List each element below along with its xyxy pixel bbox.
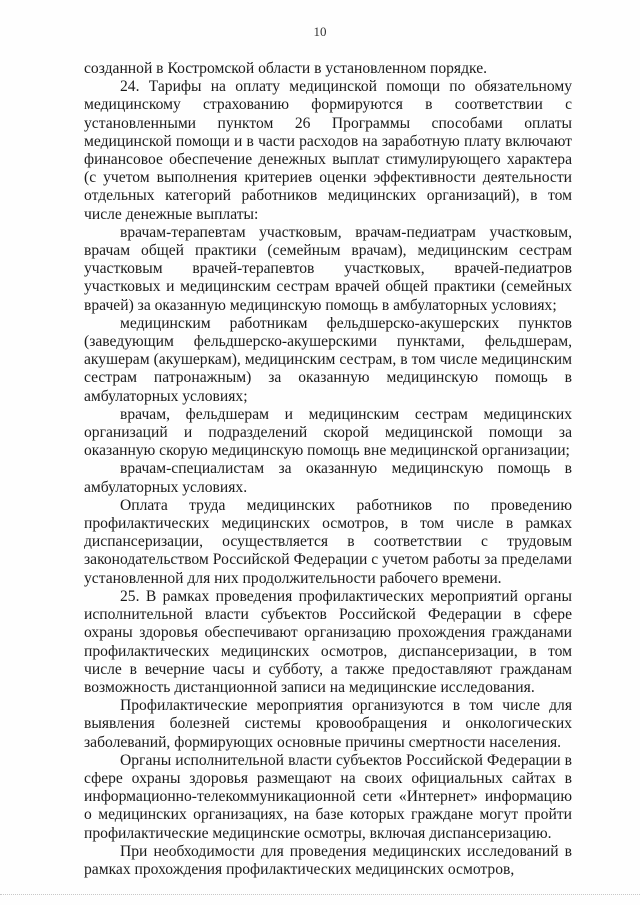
scan-edge-divider xyxy=(0,894,640,896)
paragraph-list-emergency-staff: врачам, фельдшерам и медицинским сестрам медицинских организаций и подразделений скорой медицинской помощи за оказанную скорую медицинскую помощь вне медицинской организации; xyxy=(84,405,572,460)
page-number: 10 xyxy=(313,24,327,39)
paragraph-payment-preventive: Оплата труда медицинских работников по проведению профилактических медицинских осмотров, в том числе в рамках диспансеризации, осуществляется в соответствии с трудовым законодательством Российской Федерации с учетом работы за пределами установленной для них продолжительности рабочего времени. xyxy=(84,496,572,587)
paragraph-list-feldsher-staff: медицинским работникам фельдшерско-акушерских пунктов (заведующим фельдшерско-акушерскими пунктами, фельдшерам, акушерам (акушеркам), медицинским сестрам, в том числе медицинским сестрам патронажным) за оказанную медицинскую помощь в амбулаторных условиях; xyxy=(84,314,572,405)
paragraph-list-specialists: врачам-специалистам за оказанную медицинскую помощь в амбулаторных условиях. xyxy=(84,460,572,496)
paragraph-continuation: созданной в Костромской области в установленном порядке. xyxy=(84,60,488,77)
paragraph-research-necessity: При необходимости для проведения медицинских исследований в рамках прохождения профилактических медицинских осмотров, xyxy=(84,842,572,878)
paragraph-item-25: 25. В рамках проведения профилактических мероприятий органы исполнительной власти субъектов Российской Федерации в сфере охраны здоровья обеспечивают организацию прохождения гражданами профилактических медицинских осмотров, диспансеризации, в том числе в вечерние часы и субботу, а также предоставляют гражданам возможность дистанционной записи на медицинские исследования. xyxy=(84,587,572,696)
document-body xyxy=(84,60,572,879)
paragraph-authorities-websites: Органы исполнительной власти субъектов Российской Федерации в сфере охраны здоровья размещают на своих официальных сайтах в информационно-телекоммуникационной сети «Интернет» информацию о медицинских организациях, на базе которых граждане могут пройти профилактические медицинские осмотры, включая диспансеризацию. xyxy=(84,751,572,842)
paragraph-preventive-measures: Профилактические мероприятия организуются в том числе для выявления болезней системы кровообращения и онкологических заболеваний, формирующих основные причины смертности населения. xyxy=(84,697,572,751)
paragraph-item-24: 24. Тарифы на оплату медицинской помощи по обязательному медицинскому страхованию формируются в соответствии с установленными пунктом 26 Программы способами оплаты медицинской помощи и в части расходов на заработную плату включают финансовое обеспечение денежных выплат стимулирующего характера (с учетом выполнения критериев оценки эффективности деятельности отдельных категорий работников медицинских организаций), в том числе денежные выплаты: xyxy=(84,78,572,223)
paragraph-list-district-doctors: врачам-терапевтам участковым, врачам-педиатрам участковым, врачам общей практики (семейным врачам), медицинским сестрам участковым врачей-терапевтов участковых, врачей-педиатров участковых и медицинским сестрам врачей общей практики (семейных врачей) за оказанную медицинскую помощь в амбулаторных условиях; xyxy=(84,223,572,314)
